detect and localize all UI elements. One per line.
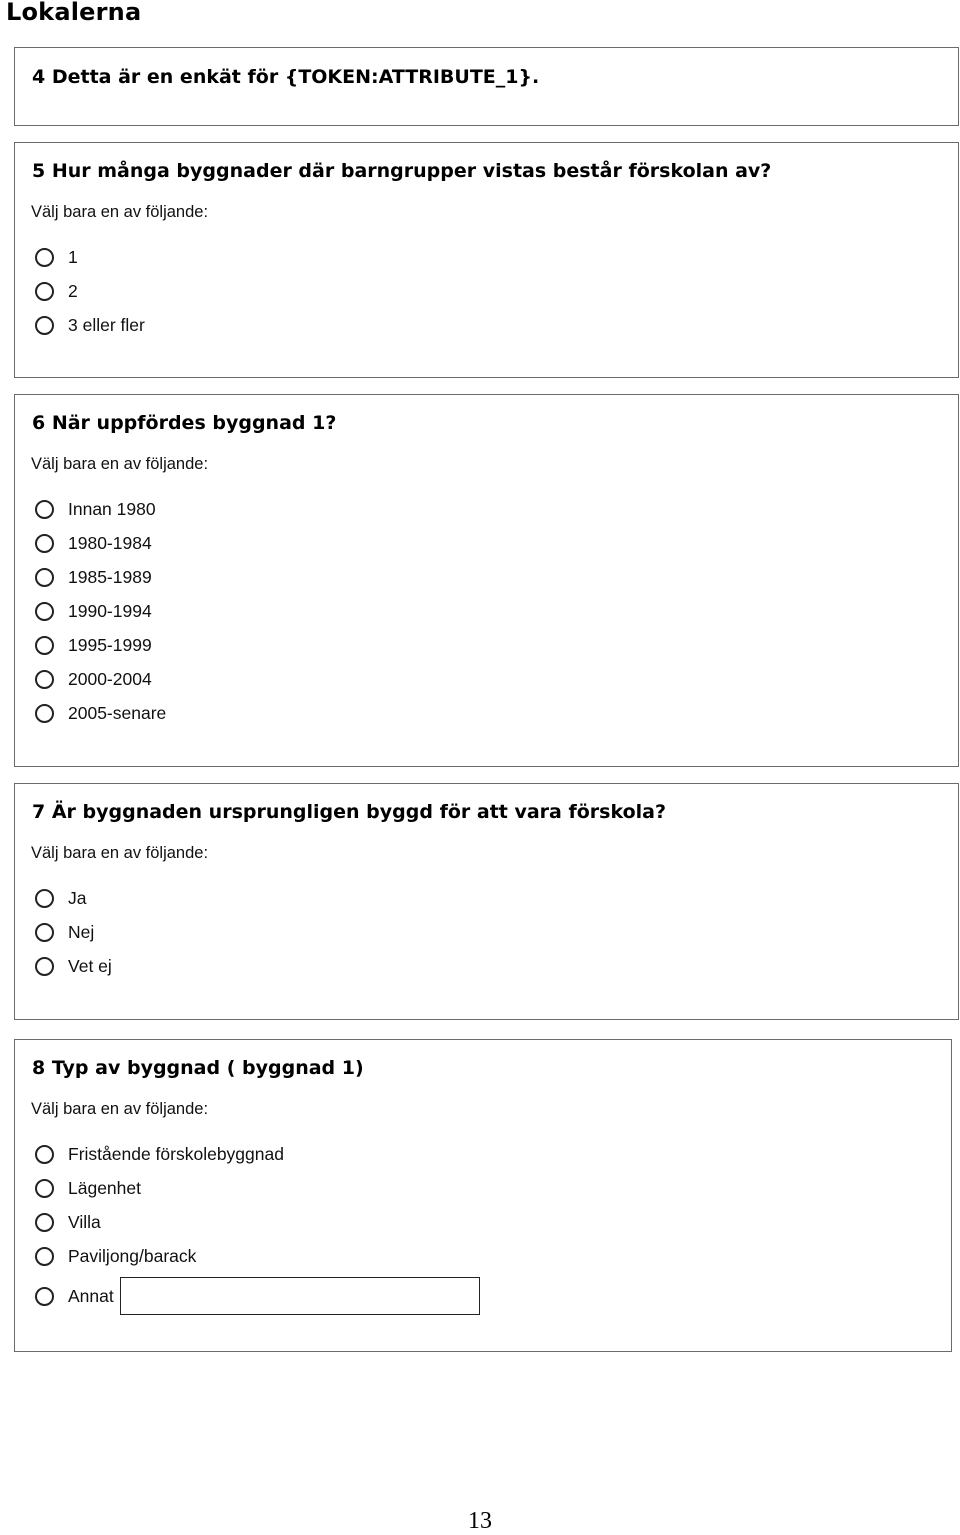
q8-option-pavilion[interactable] [35,1239,480,1273]
q5-option-2[interactable] [35,274,145,308]
option-label: Villa [68,1211,101,1232]
question-6-title: 6 När uppfördes byggnad 1? [32,412,337,434]
question-6-instruction: Välj bara en av följande: [31,455,209,473]
section-title: Lokalerna [6,0,142,26]
option-label: 1 [68,246,78,267]
question-8-instruction: Välj bara en av följande: [31,1100,209,1118]
question-7-options [35,881,112,983]
radio-button[interactable] [35,282,54,301]
question-7-title: 7 Är byggnaden ursprungligen byggd för att vara förskola? [32,801,667,823]
q7-option-no[interactable] [35,915,112,949]
radio-button[interactable] [35,957,54,976]
option-label: 2005-senare [68,702,167,723]
radio-button[interactable] [35,316,54,335]
option-label: 2 [68,280,78,301]
option-label: 3 eller fler [68,314,145,335]
question-5-options [35,240,145,342]
question-8-title: 8 Typ av byggnad ( byggnad 1) [32,1057,364,1079]
option-label: Innan 1980 [68,498,156,519]
radio-button[interactable] [35,923,54,942]
option-label: 1990-1994 [68,600,152,621]
question-7-box [14,783,959,1020]
option-label: Paviljong/barack [68,1245,197,1266]
q6-option-1985-1989[interactable] [35,560,166,594]
question-7-instruction: Välj bara en av följande: [31,844,209,862]
radio-button[interactable] [35,500,54,519]
option-label: Nej [68,921,95,942]
question-5-box [14,142,959,378]
radio-button[interactable] [35,248,54,267]
question-8-box [14,1039,952,1352]
q7-option-dont-know[interactable] [35,949,112,983]
q5-option-1[interactable] [35,240,145,274]
q8-option-freestanding[interactable] [35,1137,480,1171]
radio-button[interactable] [35,534,54,553]
question-8-options [35,1137,480,1319]
other-text-input[interactable] [120,1277,480,1315]
option-label: 2000-2004 [68,668,152,689]
radio-button[interactable] [35,889,54,908]
page-number: 13 [468,1508,492,1534]
option-label: Annat [68,1285,114,1306]
radio-button[interactable] [35,568,54,587]
radio-button[interactable] [35,602,54,621]
question-4-title: 4 Detta är en enkät för {TOKEN:ATTRIBUTE_1}. [32,66,540,88]
option-label: 1985-1989 [68,566,152,587]
question-4-box [14,47,959,126]
option-label: Lägenhet [68,1177,141,1198]
question-6-box [14,394,959,767]
radio-button[interactable] [35,1213,54,1232]
q8-option-villa[interactable] [35,1205,480,1239]
q6-option-before-1980[interactable] [35,492,166,526]
radio-button[interactable] [35,670,54,689]
q7-option-yes[interactable] [35,881,112,915]
question-5-instruction: Välj bara en av följande: [31,203,209,221]
option-label: Fristående förskolebyggnad [68,1143,284,1164]
radio-button[interactable] [35,636,54,655]
q6-option-2005-later[interactable] [35,696,166,730]
q5-option-3-or-more[interactable] [35,308,145,342]
question-5-title: 5 Hur många byggnader där barngrupper vistas består förskolan av? [32,160,772,182]
q8-option-apartment[interactable] [35,1171,480,1205]
q6-option-1995-1999[interactable] [35,628,166,662]
question-6-options [35,492,166,730]
radio-button[interactable] [35,1145,54,1164]
radio-button[interactable] [35,1247,54,1266]
radio-button[interactable] [35,1179,54,1198]
option-label: 1980-1984 [68,532,152,553]
q6-option-1990-1994[interactable] [35,594,166,628]
option-label: Vet ej [68,955,112,976]
q8-option-other[interactable] [35,1273,480,1319]
option-label: Ja [68,887,87,908]
option-label: 1995-1999 [68,634,152,655]
q6-option-2000-2004[interactable] [35,662,166,696]
q6-option-1980-1984[interactable] [35,526,166,560]
radio-button[interactable] [35,1287,54,1306]
radio-button[interactable] [35,704,54,723]
